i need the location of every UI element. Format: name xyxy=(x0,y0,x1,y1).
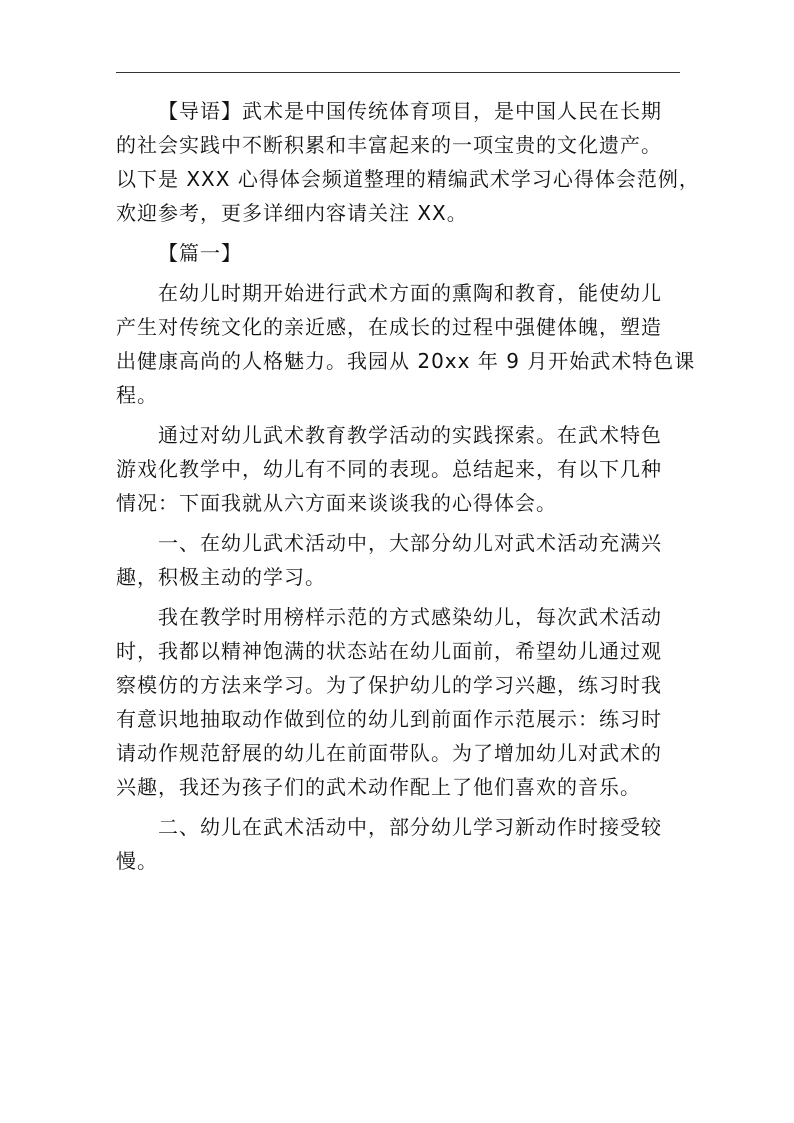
paragraph xyxy=(116,276,696,412)
text-line: 二、幼儿在武术活动中，部分幼儿学习新动作时接受较 xyxy=(158,815,662,839)
intro-paragraph xyxy=(116,94,700,230)
text-line: 以下是 XXX 心得体会频道整理的精编武术学习心得体会范例， xyxy=(116,167,700,191)
text-line: 欢迎参考，更多详细内容请关注 XX。 xyxy=(116,201,468,225)
text-line: 有意识地抽取动作做到位的幼儿到前面作示范展示：练习时 xyxy=(116,707,662,731)
document-body xyxy=(116,94,700,878)
text-line: 游戏化教学中，幼儿有不同的表现。总结起来，有以下几种 xyxy=(116,457,662,481)
section-heading: 【篇一】 xyxy=(158,241,242,265)
text-line: 慢。 xyxy=(116,849,158,873)
text-line: 出健康高尚的人格魅力。我园从 20xx 年 9 月开始武术特色课 xyxy=(116,349,696,373)
text-line: 通过对幼儿武术教育教学活动的实践探索。在武术特色 xyxy=(158,423,662,447)
header-rule xyxy=(116,72,680,73)
text-line: 兴趣，我还为孩子们的武术动作配上了他们喜欢的音乐。 xyxy=(116,775,641,799)
text-line: 的社会实践中不断积累和丰富起来的一项宝贵的文化遗产。 xyxy=(116,133,662,157)
paragraph xyxy=(116,810,682,878)
text-line: 请动作规范舒展的幼儿在前面带队。为了增加幼儿对武术的 xyxy=(116,741,662,765)
text-line: 趣，积极主动的学习。 xyxy=(116,565,326,589)
paragraph xyxy=(116,418,682,520)
text-line: 情况：下面我就从六方面来谈谈我的心得体会。 xyxy=(116,491,557,515)
text-line: 【导语】武术是中国传统体育项目，是中国人民在长期 xyxy=(158,99,662,123)
text-line: 我在教学时用榜样示范的方式感染幼儿，每次武术活动 xyxy=(158,605,662,629)
text-line: 察模仿的方法来学习。为了保护幼儿的学习兴趣，练习时我 xyxy=(116,673,662,697)
text-line: 时，我都以精神饱满的状态站在幼儿面前，希望幼儿通过观 xyxy=(116,639,662,663)
text-line: 在幼儿时期开始进行武术方面的熏陶和教育，能使幼儿 xyxy=(158,281,662,305)
text-line: 程。 xyxy=(116,383,158,407)
paragraph xyxy=(116,526,682,594)
text-line: 产生对传统文化的亲近感，在成长的过程中强健体魄，塑造 xyxy=(116,315,662,339)
text-line: 一、在幼儿武术活动中，大部分幼儿对武术活动充满兴 xyxy=(158,531,662,555)
paragraph xyxy=(116,600,682,804)
